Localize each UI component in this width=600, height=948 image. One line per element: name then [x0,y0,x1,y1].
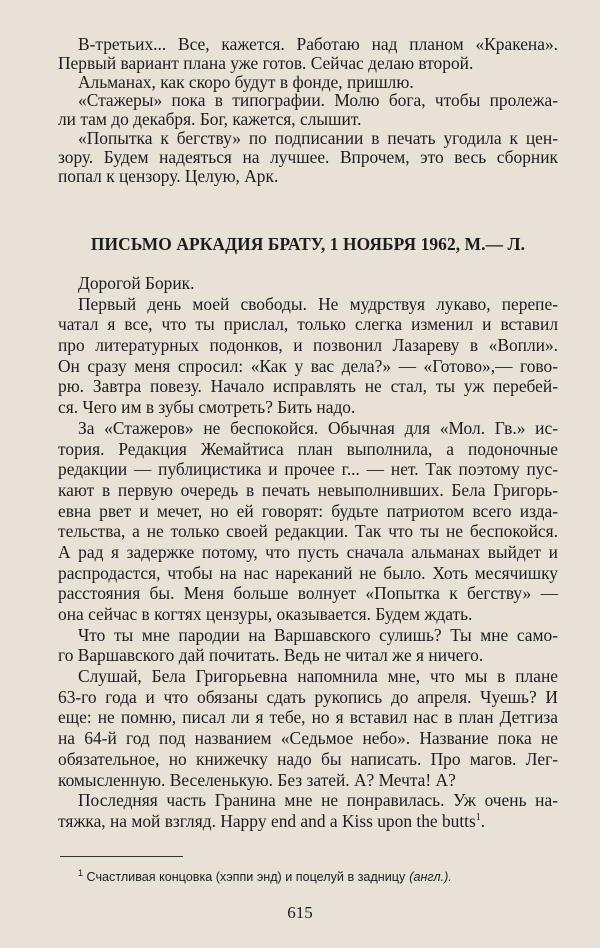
preceding-letter-text [58,35,558,185]
text-line: Первый день моей свободы. Не мудрствуя лукаво, перепе- [78,293,558,314]
letter-heading: ПИСЬМО АРКАДИЯ БРАТУ, 1 НОЯБРЯ 1962, М.— Л. [90,234,526,254]
text-line: За «Стажеров» не беспокойся. Обычная для «Мол. Гв.» ис- [78,417,558,438]
text-line: расстояния бы. Меня больше волнует «Попытка к бегству» — [58,583,558,604]
text-line: Что ты мне пародии на Варшавского сулишь? Ты мне само- [78,624,558,645]
text-line: кают в первую очередь в печать невыполнивших. Бела Григорь- [58,479,558,500]
text-line: комысленную. Веселенькую. Без затей. А? Мечта! А? [58,769,456,790]
text-line: еще: не помню, писал ли я тебе, но я вставил нас в план Детгиза [58,707,558,728]
text-line: «Попытка к бегству» по подписании в печать угодила к цен- [78,127,558,148]
text-line: ли там до декабря. Бог, кажется, слышит. [58,109,362,130]
text-line: В-третьих... Все, кажется. Работаю над планом «Кракена». [78,34,558,54]
text-line: ся. Чего им в зубы смотреть? Бить надо. [58,397,356,418]
text-line: рю. Завтра повезу. Начало исправлять не стал, ты уж перебей- [58,376,558,397]
footnote-marker: 1 [78,867,84,878]
text-line: А рад я задержке потому, что пусть сначала альманах выйдет и [58,541,558,562]
text-line: тория. Редакция Жемайтиса план выполнила, а подоночные [58,438,558,459]
footnote [78,867,452,884]
text-line: евна рвет и мечет, но ей говорят: будьте патриотом всего изда- [58,500,558,521]
text-line: чатал я все, что ты прислал, только слегка изменил и вставил [58,314,558,335]
text-line: обязательное, но книжечку надо бы написать. Про магов. Лег- [58,748,558,769]
text-line: Последняя часть Гранина мне не понравилась. Уж очень на- [78,790,558,811]
text-line: попал к цензору. Целую, Арк. [58,165,279,186]
letter-body [58,273,558,832]
text-line: про литературных подонков, и позвонил Лазареву в «Вопли». [58,335,558,356]
text-line: Первый вариант плана уже готов. Сейчас делаю второй. [58,52,474,73]
text-line: на 64-й год под названием «Седьмое небо». Название пока не [58,728,558,749]
text-line: Слушай, Бела Григорьевна напомнила мне, что мы в плане [78,666,558,687]
text-line: 63-го года и что обязаны сдать рукопись до апреля. Чуешь? И [58,686,558,707]
footnote-lang: (англ.). [409,870,452,884]
text-line: тяжка, на мой взгляд. Happy end and a Kiss upon the butts$^1$. [58,810,486,831]
text-line: распродастся, чтобы на нас нареканий не было. Хоть месячишку [58,562,558,583]
text-line: она сейчас в когтях цензуры, оказывается. Будем ждать. [58,604,473,624]
text-line: зору. Будем надеяться на лучшее. Впрочем, это весь сборник [58,146,558,167]
footnote-reference: 1 [475,812,481,824]
text-line: го Варшавского дай почитать. Ведь не читал же я ничего. [58,645,484,666]
text-line: Дорогой Борик. [78,273,195,293]
text-line: «Стажеры» пока в типографии. Молю бога, чтобы пролежа- [78,90,558,111]
text-line: Он сразу меня спросил: «Как у вас дела?» — «Готово»,— гово- [58,355,558,376]
footnote-text: Счастливая концовка (хэппи энд) и поцелуй в задницу [86,870,406,884]
text-line: редакции — публицистика и прочее г... — нет. Так поэтому пус- [58,459,558,480]
text-line: тельства, а не только своей редакции. Так что ты не беспокойся. [58,521,558,542]
footnote-divider [60,856,183,857]
text-line: Альманах, как скоро будут в фонде, пришлю. [78,71,414,92]
page-number: 615 [287,903,313,922]
